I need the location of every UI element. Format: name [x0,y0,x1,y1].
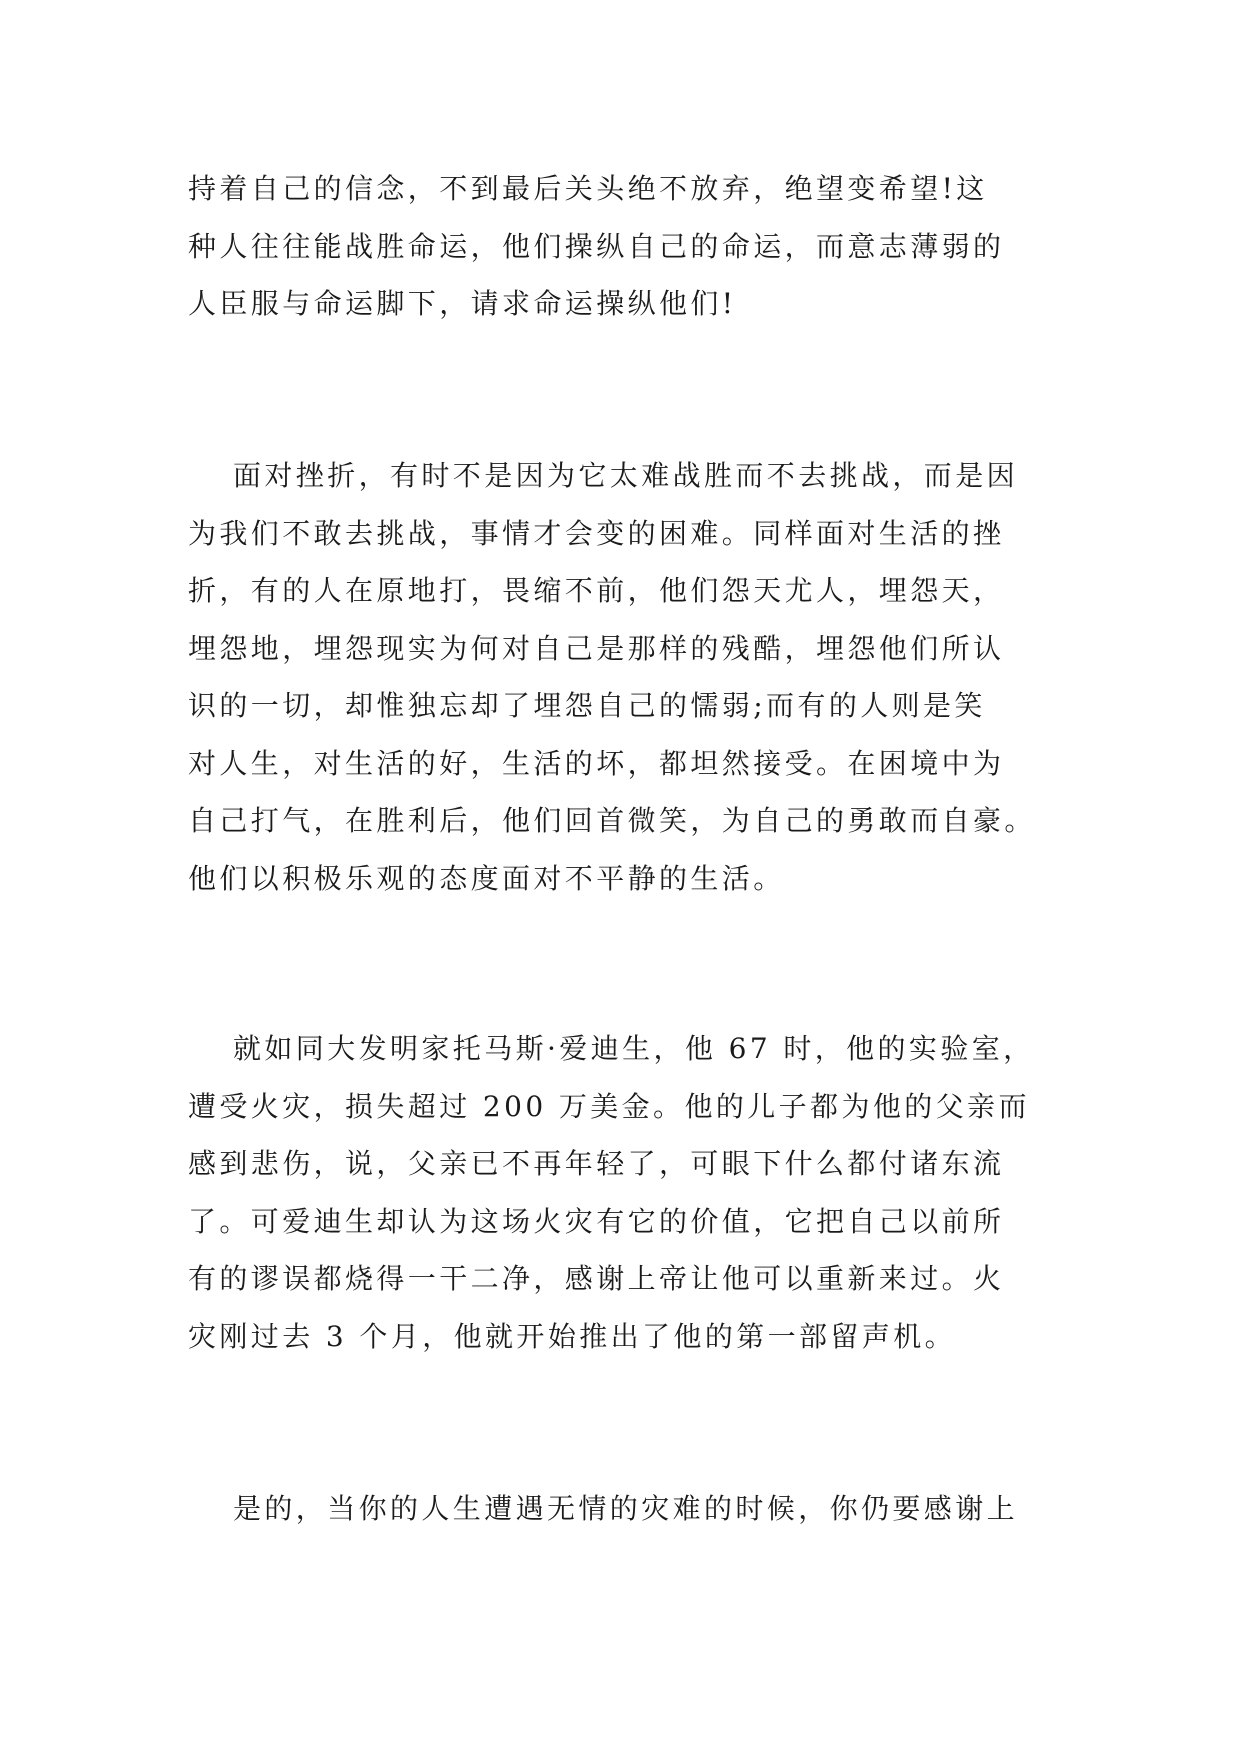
paragraph-edison [188,1020,1068,1365]
paragraph-gratitude [188,1480,1068,1538]
text-line: 灾刚过去 3 个月，他就开始推出了他的第一部留声机。 [188,1319,957,1353]
text-line: 就如同大发明家托马斯·爱迪生，他 67 时，他的实验室， [233,1032,1035,1065]
text-line: 感到悲伤，说，父亲已不再年轻了，可眼下什么都付诸东流 [188,1147,1005,1180]
text-line: 种人往往能战胜命运，他们操纵自己的命运，而意志薄弱的 [188,229,1005,263]
text-line: 他们以积极乐观的态度面对不平静的生活。 [188,861,785,895]
text-line: 对人生，对生活的好，生活的坏，都坦然接受。在困境中为 [188,746,1005,780]
text-line: 识的一切，却惟独忘却了埋怨自己的懦弱;而有的人则是笑 [188,689,986,722]
paragraph-facing-setbacks [188,447,1068,907]
text-line: 持着自己的信念，不到最后关头绝不放弃，绝望变希望!这 [188,172,988,205]
text-line: 有的谬误都烧得一干二净，感谢上帝让他可以重新来过。火 [188,1262,1005,1295]
text-line: 为我们不敢去挑战，事情才会变的困难。同样面对生活的挫 [188,516,1005,550]
text-line: 遭受火灾，损失超过 200 万美金。他的儿子都为他的父亲而 [188,1089,1030,1123]
text-line: 人臣服与命运脚下，请求命运操纵他们! [188,287,737,320]
text-line: 自己打气，在胜利后，他们回首微笑，为自己的勇敢而自豪。 [188,804,1036,837]
text-line: 埋怨地，埋怨现实为何对自己是那样的残酷，埋怨他们所认 [188,631,1005,665]
text-line: 面对挫折，有时不是因为它太难战胜而不去挑战，而是因 [233,459,1019,492]
paragraph-continuation [188,160,1068,333]
text-line: 是的，当你的人生遭遇无情的灾难的时候，你仍要感谢上 [233,1492,1019,1525]
text-line: 了。可爱迪生却认为这场火灾有它的价值，它把自己以前所 [188,1204,1005,1238]
text-line: 折，有的人在原地打，畏缩不前，他们怨天尤人，埋怨天， [188,574,1005,607]
